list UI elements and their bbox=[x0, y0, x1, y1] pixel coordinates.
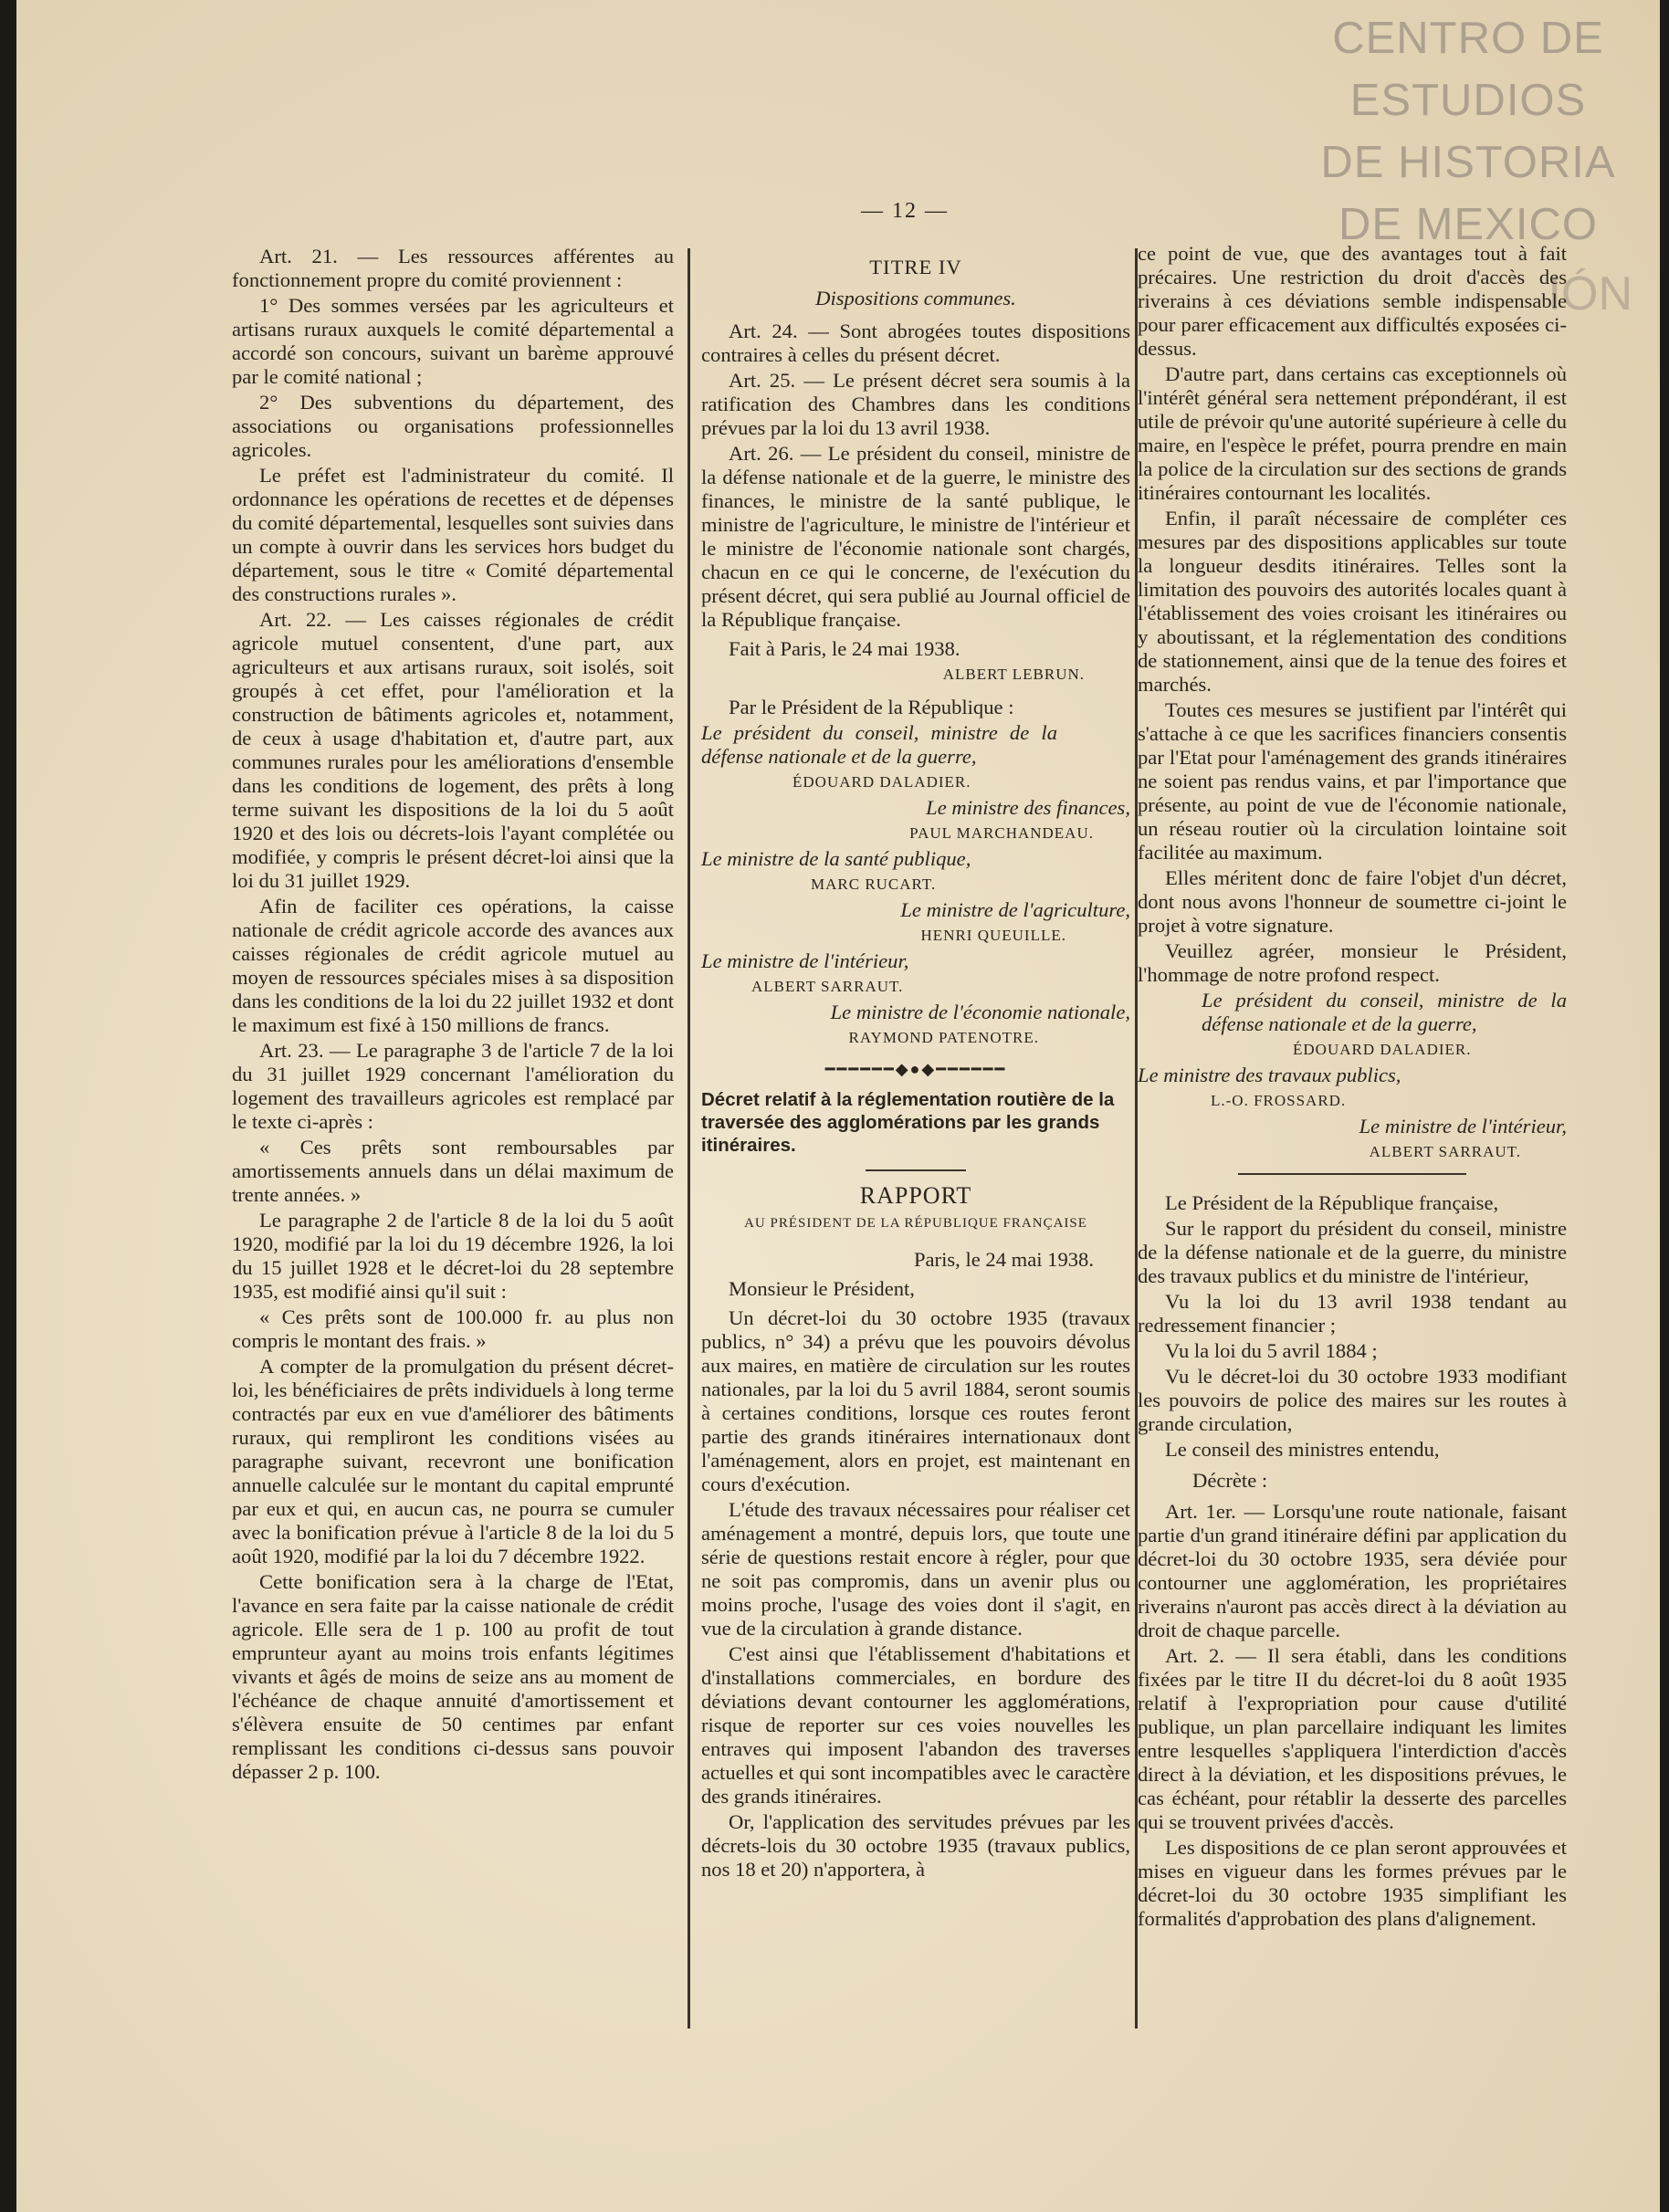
paragraph: Or, l'application des servitudes prévues par les décrets-lois du 30 octobre 1935 (travaux publics, nos 18 et 20) n'apportera, à bbox=[701, 1810, 1130, 1881]
signature-name: HENRI QUEUILLE. bbox=[920, 927, 1066, 944]
paragraph: Art. 24. — Sont abrogées toutes dispositions contraires à celles du présent décret. bbox=[701, 320, 1130, 366]
paragraph: Un décret-loi du 30 octobre 1935 (travaux publics, n° 34) a prévu que les pouvoirs dévolus aux maires, en matière de circulation sur les routes nationales, par la loi du 5 avril 1884, seront soumis à certaines conditions, lorsque ces routes feront partie des grands itinéraires internationaux dont l'aménagement, alors en projet, est maintenant en cours d'exécution. bbox=[701, 1306, 1130, 1495]
signature-name: ALBERT SARRAUT. bbox=[751, 978, 904, 995]
paragraph: Cette bonification sera à la charge de l'Etat, l'avance en sera faite par la caisse nationale de crédit agricole. Elle sera de 1 p. 100 au profit de tout emprunteur ayant au moins trois enfants légitimes vivants et âgés de moins de seize ans au moment de l'échéance de chaque annuité d'amortissement et s'élèvera ensuite de 50 centimes par enfant remplissant les conditions ci-dessus sans pouvoir dépasser 2 p. 100. bbox=[232, 1570, 674, 1783]
watermark-line: DE MEXICO bbox=[1338, 200, 1598, 249]
paragraph: Art. 22. — Les caisses régionales de crédit agricole mutuel consentent, d'une part, aux agriculteurs et aux artisans ruraux, soit isolés, soit groupés à cet effet, pour l'amélioration et la construction de bâtiments agricoles et, notamment, de ceux à usage d'habitation et, d'autre part, aux communes rurales pour les améliorations d'ensemble dans les conditions de logement, des prêts à long terme suivant les dispositions de la loi du 5 août 1920 et des lois ou décrets-lois l'ayant complétée ou modifiée, y compris le présent décret-loi ainsi que la loi du 31 juillet 1929. bbox=[232, 608, 674, 892]
signature-name: ÉDOUARD DALADIER. bbox=[793, 773, 971, 791]
signature-role: Le ministre de l'intérieur, bbox=[701, 949, 909, 972]
signature-role: Le ministre de la santé publique, bbox=[701, 847, 971, 870]
paragraph: Art. 25. — Le présent décret sera soumis à la ratification des Chambres dans les conditions prévues par la loi du 13 avril 1938. bbox=[701, 369, 1130, 439]
paragraph: Décrète : bbox=[1192, 1469, 1268, 1492]
watermark-partial: IÓN bbox=[1548, 267, 1632, 320]
signature-name: ALBERT LEBRUN. bbox=[942, 666, 1085, 683]
signature-role: Le ministre de l'intérieur, bbox=[1359, 1115, 1567, 1137]
section-title: TITRE IV bbox=[869, 256, 962, 278]
column-1 bbox=[232, 245, 674, 1786]
signature-name: ÉDOUARD DALADIER. bbox=[1293, 1041, 1472, 1058]
paragraph: Afin de faciliter ces opérations, la caisse nationale de crédit agricole accorde des avances aux caisses régionales de crédit agricole mutuel au moyen de ressources spéciales mises à sa disposition dans les conditions de la loi du 22 juillet 1932 et dont le maximum est fixé à 150 millions de francs. bbox=[232, 895, 674, 1036]
decree-title: Décret relatif à la réglementation routière de la traversée des agglomérations par les grands itinéraires. bbox=[701, 1089, 1115, 1156]
signature-role: Le ministre des finances, bbox=[926, 796, 1130, 819]
divider bbox=[1238, 1173, 1466, 1175]
column-2 bbox=[701, 245, 1130, 1883]
section-subtitle: Dispositions communes. bbox=[815, 287, 1016, 309]
paragraph: « Ces prêts sont remboursables par amortissements annuels dans un délai maximum de trente années. » bbox=[232, 1136, 674, 1206]
signature-name: L.-O. FROSSARD. bbox=[1211, 1092, 1347, 1109]
paragraph: Elles méritent donc de faire l'objet d'un décret, dont nous avons l'honneur de soumettre ci-joint le projet à votre signature. bbox=[1138, 866, 1567, 937]
paragraph: Art. 2. — Il sera établi, dans les conditions fixées par le titre II du décret-loi du 8 août 1935 relatif à l'expropriation pour cause d'utilité publique, un plan parcellaire indiquant les limites entre lesquelles s'appliquera l'interdiction d'accès direct à la déviation, et les dispositions prévues, le cas échéant, pour rétablir la desserte des parcelles qui se trouvent privées d'accès. bbox=[1138, 1644, 1567, 1833]
watermark-line: DE HISTORIA bbox=[1320, 138, 1616, 187]
signature-name: RAYMOND PATENOTRE. bbox=[848, 1029, 1039, 1046]
column-3 bbox=[1138, 242, 1567, 1933]
paragraph: A compter de la promulgation du présent décret-loi, les bénéficiaires de prêts individuels à long terme contractés par eux en vue d'améliorer des bâtiments ruraux, qui rempliront les conditions visées au paragraphe suivant, recevront une bonification annuelle calculée sur le montant du capital emprunté par eux et qui, en aucun cas, ne pourra se cumuler avec la bonification prévue à l'article 8 de la loi du 5 août 1920, modifié par la loi du 7 décembre 1922. bbox=[232, 1355, 674, 1567]
paragraph: Le conseil des ministres entendu, bbox=[1165, 1438, 1440, 1461]
signature-role: Le ministre de l'agriculture, bbox=[900, 898, 1130, 921]
paragraph: Vu la loi du 13 avril 1938 tendant au redressement financier ; bbox=[1138, 1290, 1567, 1337]
paragraph: L'étude des travaux nécessaires pour réaliser cet aménagement a montré, depuis lors, que toute une série de questions restait encore à régler, pour que ne soit pas compromis, dans un avenir plus ou moins proche, l'usage des voies dont il s'agit, en vue de la circulation à grande distance. bbox=[701, 1498, 1130, 1640]
paragraph: Vu le décret-loi du 30 octobre 1933 modifiant les pouvoirs de police des maires sur les routes à grande circulation, bbox=[1138, 1365, 1567, 1435]
paragraph: C'est ainsi que l'établissement d'habitations et d'installations commerciales, en bordure des déviations devant contourner les agglomérations, risque de reporter sur ces voies nouvelles les entraves qui imposent l'abandon des traverses actuelles et qui sont incompatibles avec le caractère des grands itinéraires. bbox=[701, 1642, 1130, 1808]
paragraph: D'autre part, dans certains cas exceptionnels où l'intérêt général sera nettement prépondérant, il est utile de prévoir qu'une autorité supérieure à celle du maire, en l'espèce le préfet, pourra prendre en main la police de la circulation sur des sections de grands itinéraires contournant les localités. bbox=[1138, 362, 1567, 504]
signature-name: MARC RUCART. bbox=[811, 875, 937, 893]
signature-role: Le ministre de l'économie nationale, bbox=[830, 1001, 1130, 1023]
paragraph: Le préfet est l'administrateur du comité. Il ordonnance les opérations de recettes et de dépenses du comité départemental, lesquelles sont suivies dans un compte à ouvrir dans les services hors budget du département, sous le titre « Comité départemental des constructions rurales ». bbox=[232, 464, 674, 605]
paragraph: Vu la loi du 5 avril 1884 ; bbox=[1165, 1339, 1378, 1362]
date-line: Fait à Paris, le 24 mai 1938. bbox=[729, 637, 960, 660]
salutation: Monsieur le Président, bbox=[729, 1277, 915, 1300]
archive-watermark bbox=[1313, 7, 1623, 256]
rapport-heading: RAPPORT bbox=[859, 1182, 972, 1209]
paragraph: Enfin, il paraît nécessaire de compléter ces mesures par des dispositions applicables sur toute la longueur desdits itinéraires. Telles sont la limitation des pouvoirs des autorités locales quant à l'établissement des voies croisant les itinéraires ou y aboutissant, et la réglementation des conditions de stationnement, ainsi que de la tenue des foires et marchés. bbox=[1138, 507, 1567, 696]
par-line: Par le Président de la République : bbox=[729, 696, 1014, 718]
paragraph: Le Président de la République française, bbox=[1165, 1191, 1499, 1214]
signature-name: PAUL MARCHANDEAU. bbox=[909, 824, 1094, 842]
paragraph: Sur le rapport du président du conseil, ministre de la défense nationale et de la guerre, du ministre des travaux publics et du ministre de l'intérieur, bbox=[1138, 1217, 1567, 1287]
watermark-line: ESTUDIOS bbox=[1349, 76, 1587, 125]
signature-role: Le ministre des travaux publics, bbox=[1138, 1064, 1401, 1086]
paragraph: 1° Des sommes versées par les agriculteurs et artisans ruraux auxquels le comité départemental a accordé son concours, suivant un barème approuvé par le comité national ; bbox=[232, 294, 674, 388]
column-rule bbox=[688, 248, 690, 2029]
paragraph: 2° Des subventions du département, des associations ou organisations professionnelles agricoles. bbox=[232, 391, 674, 461]
paragraph: Veuillez agréer, monsieur le Président, l'hommage de notre profond respect. bbox=[1138, 939, 1567, 986]
paragraph: Art. 1er. — Lorsqu'une route nationale, faisant partie d'un grand itinéraire défini par application du décret-loi du 30 octobre 1935, sera déviée pour contourner une agglomération, les propriétaires riverains n'auront pas accès direct à la déviation au droit de chaque parcelle. bbox=[1138, 1500, 1567, 1641]
ornament-divider: ━━━━━━◆●◆━━━━━━ bbox=[824, 1060, 1007, 1078]
date-line: Paris, le 24 mai 1938. bbox=[913, 1248, 1094, 1271]
paragraph: ce point de vue, que des avantages tout à fait précaires. Une restriction du droit d'accès des riverains à ces déviations semble indispensable pour parer efficacement aux difficultés exposées ci-dessus. bbox=[1138, 242, 1567, 360]
paragraph: « Ces prêts sont de 100.000 fr. au plus non compris le montant des frais. » bbox=[232, 1305, 674, 1352]
divider bbox=[866, 1169, 966, 1171]
signature-role: Le président du conseil, ministre de la défense nationale et de la guerre, bbox=[701, 721, 1057, 768]
paragraph: Les dispositions de ce plan seront approuvées et mises en vigueur dans les formes prévues par le décret-loi du 30 octobre 1935 simplifiant les formalités d'approbation des plans d'alignement. bbox=[1138, 1836, 1567, 1930]
paragraph: Le paragraphe 2 de l'article 8 de la loi du 5 août 1920, modifié par la loi du 19 décembre 1926, la loi du 15 juillet 1928 et le décret-loi du 28 septembre 1935, est modifié ainsi qu'il suit : bbox=[232, 1209, 674, 1303]
rapport-subheading: AU PRÉSIDENT DE LA RÉPUBLIQUE FRANÇAISE bbox=[744, 1216, 1087, 1231]
paragraph: Art. 23. — Le paragraphe 3 de l'article 7 de la loi du 31 juillet 1929 concernant l'amélioration du logement des travailleurs agricoles est remplacé par le texte ci-après : bbox=[232, 1039, 674, 1133]
paragraph: Art. 26. — Le président du conseil, ministre de la défense nationale et de la guerre, le ministre des finances, le ministre de la santé publique, le ministre de l'agriculture, le ministre de l'intérieur et le ministre de l'économie nationale sont chargés, chacun en ce qui le concerne, de l'exécution du présent décret, qui sera publié au Journal officiel de la République française. bbox=[701, 442, 1130, 631]
paragraph: Toutes ces mesures se justifient par l'intérêt qui s'attache à ce que les sacrifices financiers consentis par l'Etat pour l'aménagement des grands itinéraires ne soient pas rendus vains, et par l'importance que présente, au point de vue de l'économie nationale, un réseau routier où la circulation lointaine soit facilitée au maximum. bbox=[1138, 698, 1567, 864]
newspaper-page bbox=[16, 0, 1660, 2212]
page-number: — 12 — bbox=[861, 199, 949, 223]
watermark-line: CENTRO DE bbox=[1332, 14, 1604, 63]
paragraph: Art. 21. — Les ressources afférentes au fonctionnement propre du comité proviennent : bbox=[232, 245, 674, 291]
signature-role: Le président du conseil, ministre de la défense nationale et de la guerre, bbox=[1202, 989, 1567, 1035]
signature-name: ALBERT SARRAUT. bbox=[1369, 1143, 1521, 1160]
